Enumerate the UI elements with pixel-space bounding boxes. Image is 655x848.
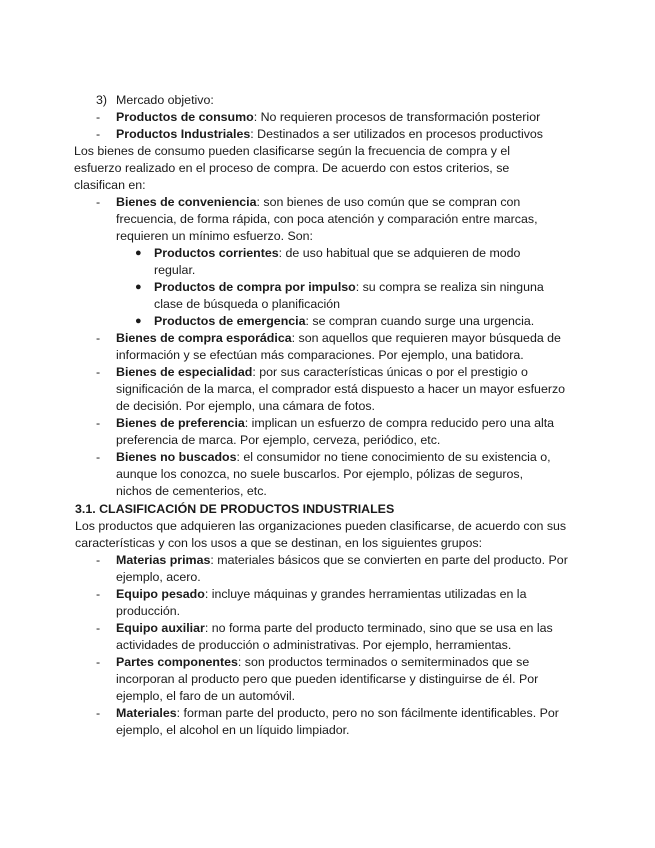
definition: : su compra se realiza sin ninguna clase de búsqueda o planificación: [154, 280, 544, 311]
definition: : se compran cuando surge una urgencia.: [305, 314, 535, 328]
definition: : Destinados a ser utilizados en procesos productivos: [250, 127, 543, 141]
bullet-item: [76, 279, 566, 313]
list-item: [76, 364, 566, 415]
definition: : implican un esfuerzo de compra reducido pero una alta preferencia de marca. Por ejemplo, cerveza, periódico, etc.: [116, 416, 555, 447]
term: Productos Industriales: [116, 127, 251, 141]
term: Bienes no buscados: [116, 450, 237, 464]
dash-marker: -: [96, 655, 101, 669]
definition: : No requieren procesos de transformación posterior: [253, 110, 541, 124]
consumer-goods-list: [76, 194, 566, 500]
bullet-item: [76, 313, 566, 330]
term: Equipo pesado: [116, 587, 205, 601]
term: Materiales: [116, 706, 177, 720]
dash-marker: -: [96, 706, 101, 720]
dash-marker: -: [96, 127, 101, 141]
definition: : de uso habitual que se adquieren de modo regular.: [154, 246, 521, 277]
list-item: [76, 552, 581, 586]
definition: : incluye máquinas y grandes herramientas utilizadas en la producción.: [116, 587, 527, 618]
industrial-products-list: [76, 552, 581, 739]
list-item: [76, 194, 566, 245]
definition: : materiales básicos que se convierten en parte del producto. Por ejemplo, acero.: [116, 553, 568, 584]
definition: : son aquellos que requieren mayor búsqueda de información y se efectúan más comparaciones. Por ejemplo, una batidora.: [116, 331, 561, 362]
dash-marker: -: [96, 450, 101, 464]
paragraph-consumer-goods: Los bienes de consumo pueden clasificarse según la frecuencia de compra y el esfuerzo realizado en el proceso de compra. De acuerdo con estos criterios, se clasifican en:: [74, 144, 510, 192]
consumer-industrial-list: [76, 109, 581, 143]
term: Bienes de preferencia: [116, 416, 245, 430]
dash-marker: -: [96, 416, 101, 430]
list-item: [76, 126, 581, 143]
dash-marker: -: [96, 110, 101, 124]
term: Productos de emergencia: [154, 314, 306, 328]
term: Productos de compra por impulso: [154, 280, 356, 294]
list-item: [76, 620, 581, 654]
dash-marker: -: [96, 365, 101, 379]
term: Equipo auxiliar: [116, 621, 205, 635]
list-item: [76, 415, 566, 449]
paragraph-industrial-products: Los productos que adquieren las organizaciones pueden clasificarse, de acuerdo con sus características y con los usos a que se destinan, en los siguientes grupos:: [75, 519, 567, 550]
term: Productos de consumo: [116, 110, 254, 124]
dash-marker: -: [96, 553, 101, 567]
term: Materias primas: [116, 553, 211, 567]
definition: : no forma parte del producto terminado, sino que se usa en las actividades de producción o administrativas. Por ejemplo, herramientas.: [116, 621, 553, 652]
dash-marker: -: [96, 195, 101, 209]
definition: : por sus características únicas o por el prestigio o significación de la marca, el comprador está dispuesto a hacer un mayor esfuerzo de decisión. Por ejemplo, una cámara de fotos.: [116, 365, 566, 413]
term: Bienes de conveniencia: [116, 195, 257, 209]
list-item: [76, 109, 581, 126]
bullet-item: [76, 245, 566, 279]
definition: : el consumidor no tiene conocimiento de su existencia o, aunque los conozca, no suele buscarlos. Por ejemplo, pólizas de seguros, nichos de cementerios, etc.: [116, 450, 551, 498]
section-heading: 3.1. CLASIFICACIÓN DE PRODUCTOS INDUSTRIALES: [75, 502, 395, 516]
definition: : son bienes de uso común que se compran con frecuencia, de forma rápida, con poca atención y comparación entre marcas, requieren un mínimo esfuerzo. Son:: [116, 195, 538, 243]
item-number: 3): [96, 93, 108, 107]
bullet-marker: ●: [135, 247, 142, 259]
term: Bienes de compra esporádica: [116, 331, 292, 345]
list-item: [76, 586, 581, 620]
definition: : forman parte del producto, pero no son fácilmente identificables. Por ejemplo, el alcohol en un líquido limpiador.: [116, 706, 559, 737]
list-item: [76, 330, 566, 364]
list-item: [76, 449, 566, 500]
term: Productos corrientes: [154, 246, 279, 260]
term: Bienes de especialidad: [116, 365, 253, 379]
bullet-marker: ●: [135, 281, 142, 293]
definition: : son productos terminados o semiterminados que se incorporan al producto pero que pueden identificarse y distinguirse de él. Por ejemplo, el faro de un automóvil.: [116, 655, 539, 703]
dash-marker: -: [96, 331, 101, 345]
dash-marker: -: [96, 621, 101, 635]
list-item: [76, 705, 581, 739]
term: Partes componentes: [116, 655, 238, 669]
item-text: Mercado objetivo:: [116, 93, 214, 107]
list-item: [76, 654, 581, 705]
bullet-marker: ●: [135, 315, 142, 327]
dash-marker: -: [96, 587, 101, 601]
